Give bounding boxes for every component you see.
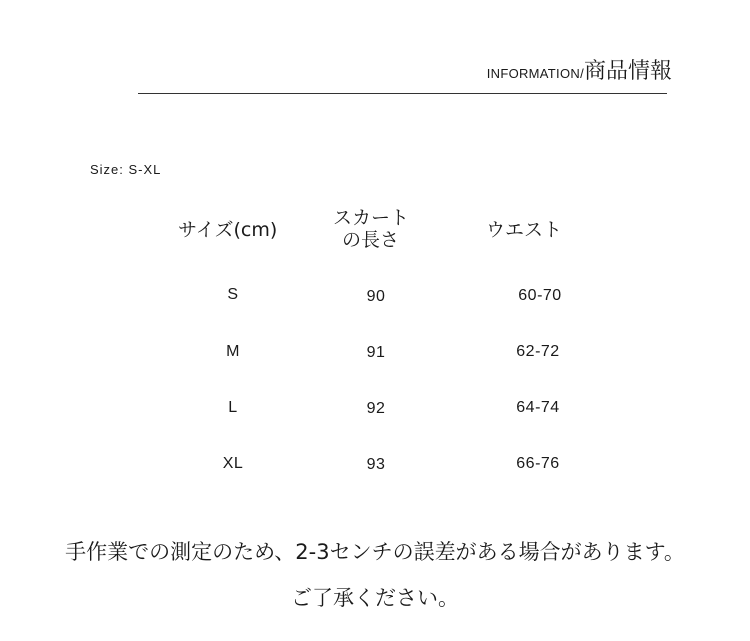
table-cell-size: XL [222, 455, 244, 472]
table-cell-waist: 62-72 [516, 343, 560, 360]
table-cell-size: M [226, 343, 240, 360]
table-cell-waist: 66-76 [516, 455, 560, 472]
table-cell-skirt-length: 90 [366, 288, 386, 305]
column-header-skirt-length-line1: スカート [333, 207, 410, 229]
table-cell-skirt-length: 93 [366, 456, 386, 473]
column-header-skirt-length-line2: の長さ [342, 229, 400, 251]
table-cell-waist: 64-74 [516, 399, 560, 416]
page-title-japanese: 商品情報 [583, 59, 672, 84]
table-cell-size: L [228, 399, 238, 416]
table-cell-size: S [227, 286, 239, 303]
table-cell-skirt-length: 92 [366, 400, 386, 417]
size-range-label: Size: S-XL [90, 162, 162, 177]
page-title-english: INFORMATION/ [486, 66, 584, 81]
column-header-waist: ウエスト [486, 219, 563, 241]
table-cell-waist: 60-70 [518, 287, 562, 304]
measurement-notice-line2: ご了承ください。 [291, 586, 459, 610]
measurement-notice-line1: 手作業での測定のため、2-3センチの誤差がある場合があります。 [65, 540, 685, 564]
column-header-size: サイズ(cm) [178, 219, 278, 241]
table-cell-skirt-length: 91 [366, 344, 386, 361]
